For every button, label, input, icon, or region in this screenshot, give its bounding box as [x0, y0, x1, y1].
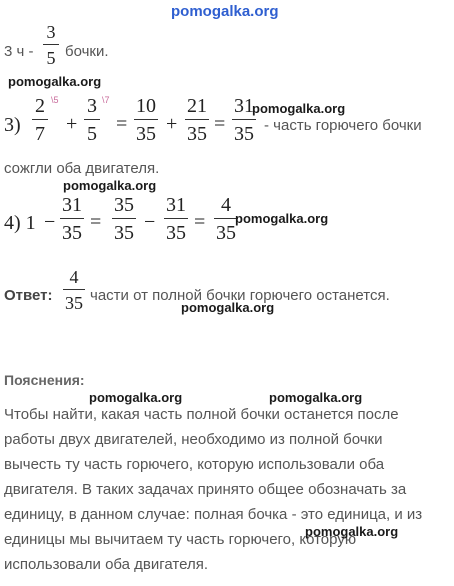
eq3-fraction-4: [185, 96, 209, 144]
numerator: 4: [69, 267, 79, 287]
denominator: 35: [166, 222, 186, 244]
eq3-equals-1: =: [116, 113, 128, 135]
watermark: pomogalka.org: [235, 211, 329, 226]
eq3-factor-1: \5: [51, 95, 59, 105]
fraction-bar: [164, 218, 188, 219]
explanation-line: вычесть ту часть горючего, которую использовали оба: [4, 456, 385, 473]
eq3-fraction-3: [134, 96, 158, 144]
denominator: 5: [46, 48, 56, 68]
explanation-line: Чтобы найти, какая часть полной бочки останется после: [4, 406, 399, 423]
watermark: pomogalka.org: [89, 390, 183, 405]
line1-fraction: [43, 23, 59, 67]
numerator: 2: [35, 95, 45, 117]
watermark: pomogalka.org: [305, 524, 399, 539]
numerator: 31: [62, 194, 82, 216]
explanation-line: работы двух двигателей, необходимо из полной бочки: [4, 431, 383, 448]
watermark: pomogalka.org: [63, 178, 157, 193]
fraction-bar: [185, 119, 209, 120]
numerator: 31: [234, 95, 254, 117]
watermark: pomogalka.org: [8, 74, 102, 89]
eq4-minus-1: −: [44, 211, 56, 233]
watermark: pomogalka.org: [252, 101, 346, 116]
denominator: 35: [114, 222, 134, 244]
fraction-bar: [112, 218, 136, 219]
eq3-fraction-1: [32, 96, 48, 144]
eq3-plus-1: +: [66, 113, 78, 135]
eq3-factor-2: \7: [102, 95, 110, 105]
denominator: 35: [65, 293, 83, 313]
answer-fraction: [63, 268, 85, 312]
numerator: 4: [221, 194, 231, 216]
explanation-line: двигателя. В таких задачах принято общее обозначать за: [4, 481, 407, 498]
line1-prefix: 3 ч -: [4, 43, 34, 60]
eq3-fraction-2: [84, 96, 100, 144]
eq4-minus-2: −: [144, 211, 156, 233]
eq3-label: 3): [4, 114, 21, 136]
numerator: 3: [46, 22, 56, 42]
eq4-fraction-3: [164, 195, 188, 243]
numerator: 31: [166, 194, 186, 216]
answer-text: части от полной бочки горючего останется.: [90, 287, 390, 304]
answer-label: Ответ:: [4, 287, 53, 304]
eq3-plus-2: +: [166, 113, 178, 135]
eq3-suffix: - часть горючего бочки: [264, 117, 422, 134]
denominator: 5: [87, 123, 97, 145]
numerator: 35: [114, 194, 134, 216]
explanation-text: [4, 402, 450, 577]
fraction-bar: [63, 289, 85, 290]
fraction-bar: [134, 119, 158, 120]
numerator: 21: [187, 95, 207, 117]
eq3-continuation: сожгли оба двигателя.: [4, 160, 160, 177]
numerator: 3: [87, 95, 97, 117]
denominator: 7: [35, 123, 45, 145]
eq4-fraction-2: [112, 195, 136, 243]
eq4-equals-2: =: [194, 211, 206, 233]
eq4-label: 4) 1: [4, 212, 36, 234]
denominator: 35: [216, 222, 236, 244]
fraction-bar: [43, 44, 59, 45]
eq3-equals-2: =: [214, 113, 226, 135]
eq4-fraction-1: [60, 195, 84, 243]
eq4-equals-1: =: [90, 211, 102, 233]
watermark: pomogalka.org: [269, 390, 363, 405]
line1-suffix: бочки.: [65, 43, 109, 60]
watermark: pomogalka.org: [181, 300, 275, 315]
denominator: 35: [187, 123, 207, 145]
fraction-bar: [32, 119, 48, 120]
denominator: 35: [62, 222, 82, 244]
explanation-line: единицу, в данном случае: полная бочка - это единица, и из: [4, 506, 423, 523]
fraction-bar: [60, 218, 84, 219]
denominator: 35: [234, 123, 254, 145]
explanation-line: единицы мы вычитаем ту часть горючего, которую: [4, 531, 357, 548]
denominator: 35: [136, 123, 156, 145]
fraction-bar: [232, 119, 256, 120]
explanation-title: Пояснения:: [4, 372, 85, 388]
fraction-bar: [84, 119, 100, 120]
explanation-line: использовали оба двигателя.: [4, 556, 209, 573]
numerator: 10: [136, 95, 156, 117]
watermark-top: pomogalka.org: [171, 3, 279, 20]
